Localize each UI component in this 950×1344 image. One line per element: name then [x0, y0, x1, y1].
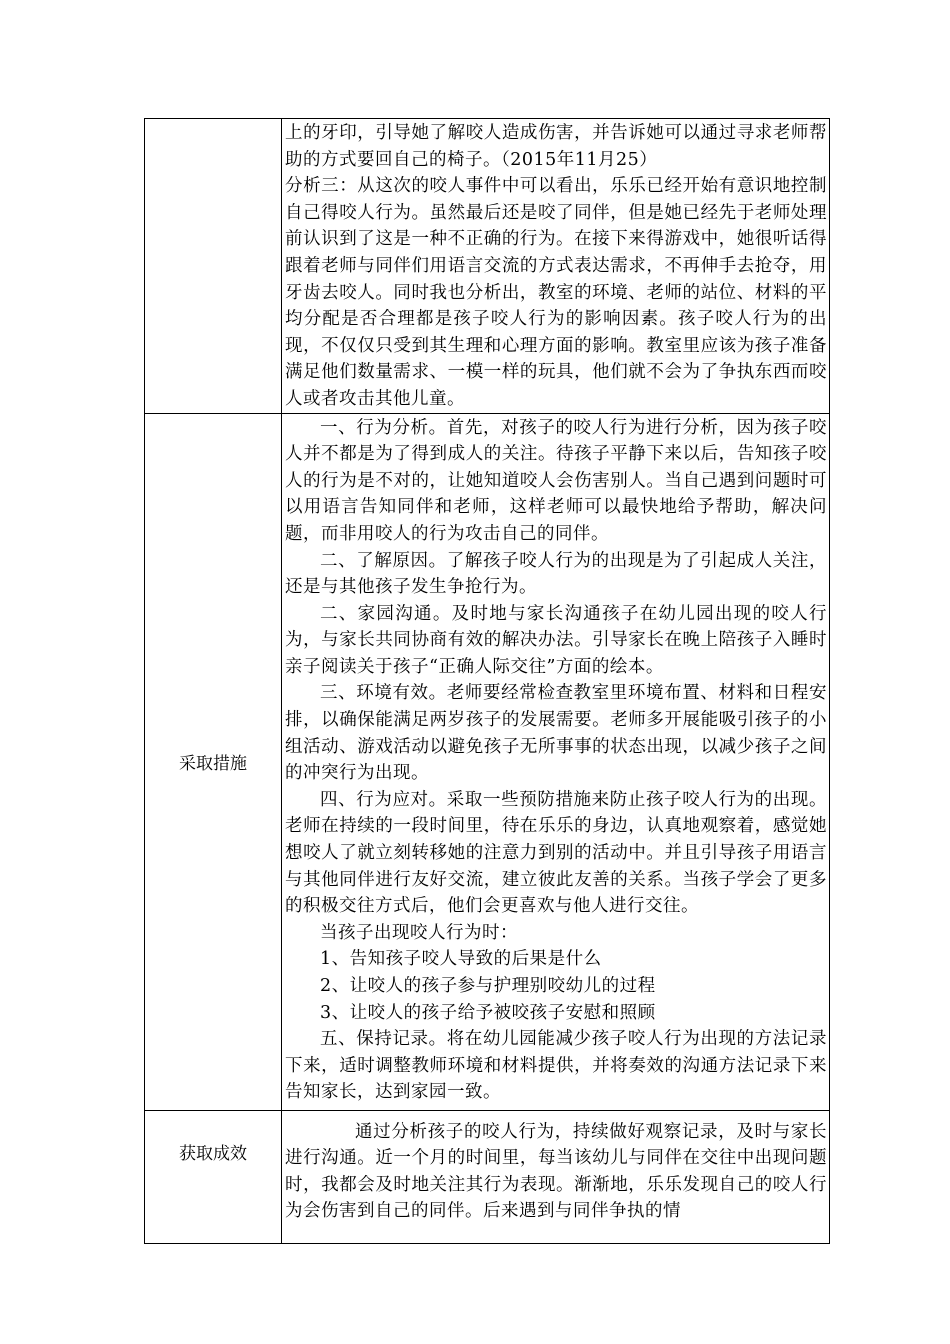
table-row-measures: [145, 413, 830, 1110]
list-item: 1、告知孩子咬人导致的后果是什么: [320, 949, 602, 970]
row-label-empty: [145, 119, 282, 414]
paragraph: 分析三：从这次的咬人事件中可以看出，乐乐已经开始有意识地控制自己得咬人行为。虽然最后还是咬了同伴，但是她已经先于老师处理前认识到了这是一种不正确的行为。在接下来得游戏中，她很听话得跟着老师与同伴们用语言交流的方式表达需求，不再伸手去抢夺，用牙齿去咬人。同时我也分析出，教室的环境、老师的站位、材料的平均分配是否合理都是孩子咬人行为的影响因素。孩子咬人行为的出现，不仅仅只受到其生理和心理方面的影响。教室里应该为孩子准备满足他们数量需求、一模一样的玩具，他们就不会为了争执东西而咬人或者攻击其他儿童。: [285, 176, 827, 409]
list-item: 2、让咬人的孩子参与护理别咬幼儿的过程: [320, 976, 656, 996]
analysis-content: [282, 119, 830, 414]
paragraph: 五、保持记录。将在幼儿园能减少孩子咬人行为出现的方法记录下来，适时调整教师环境和材料提供，并将奏效的沟通方法记录下来告知家长，达到家园一致。: [285, 1029, 827, 1103]
paragraph: 二、家园沟通。及时地与家长沟通孩子在幼儿园出现的咬人行为，与家长共同协商有效的解决办法。引导家长在晚上陪孩子入睡时亲子阅读关于孩子“正确人际交往”方面的绘本。: [285, 603, 827, 677]
paragraph: 三、环境有效。老师要经常检查教室里环境布置、材料和日程安排，以确保能满足两岁孩子的发展需要。老师多开展能吸引孩子的小组活动、游戏活动以避免孩子无所事事的状态出现，以减少孩子之间的冲突行为出现。: [285, 683, 827, 784]
paragraph: 当孩子出现咬人行为时：: [320, 922, 518, 943]
list-item: 3、让咬人的孩子给予被咬孩子安慰和照顾: [320, 1002, 656, 1023]
results-content: [282, 1110, 830, 1243]
paragraph: 上的牙印，引导她了解咬人造成伤害，并告诉她可以通过寻求老师帮助的方式要回自己的椅子。（2015年11月25）: [285, 123, 827, 170]
paragraph: 通过分析孩子的咬人行为，持续做好观察记录，及时与家长进行沟通。近一个月的时间里，每当该幼儿与同伴在交往中出现问题时，我都会及时地关注其行为表现。渐渐地，乐乐发现自己的咬人行为会伤害到自己的同伴。后来遇到与同伴争执的情: [285, 1121, 827, 1222]
paragraph: 四、行为应对。采取一些预防措施来防止孩子咬人行为的出现。老师在持续的一段时间里，待在乐乐的身边，认真地观察着，感觉她想咬人了就立刻转移她的注意力到别的活动中。并且引导孩子用语言与其他同伴进行友好交流，建立彼此友善的关系。当孩子学会了更多的积极交往方式后，他们会更喜欢与他人进行交往。: [285, 789, 827, 917]
table-row-analysis: [145, 119, 830, 414]
row-label-results: 获取成效: [145, 1110, 282, 1243]
row-label-measures: 采取措施: [145, 413, 282, 1110]
paragraph: 二、了解原因。了解孩子咬人行为的出现是为了引起成人关注，还是与其他孩子发生争抢行为。: [285, 550, 827, 598]
measures-content: [282, 413, 830, 1110]
record-table: [144, 118, 830, 1244]
paragraph: 一、行为分析。首先，对孩子的咬人行为进行分析，因为孩子咬人并不都是为了得到成人的关注。待孩子平静下来以后，告知孩子咬人的行为是不对的，让她知道咬人会伤害别人。当自己遇到问题时可以用语言告知同伴和老师，这样老师可以最快地给予帮助，解决问题，而非用咬人的行为攻击自己的同伴。: [285, 417, 827, 544]
table-row-results: [145, 1110, 830, 1243]
